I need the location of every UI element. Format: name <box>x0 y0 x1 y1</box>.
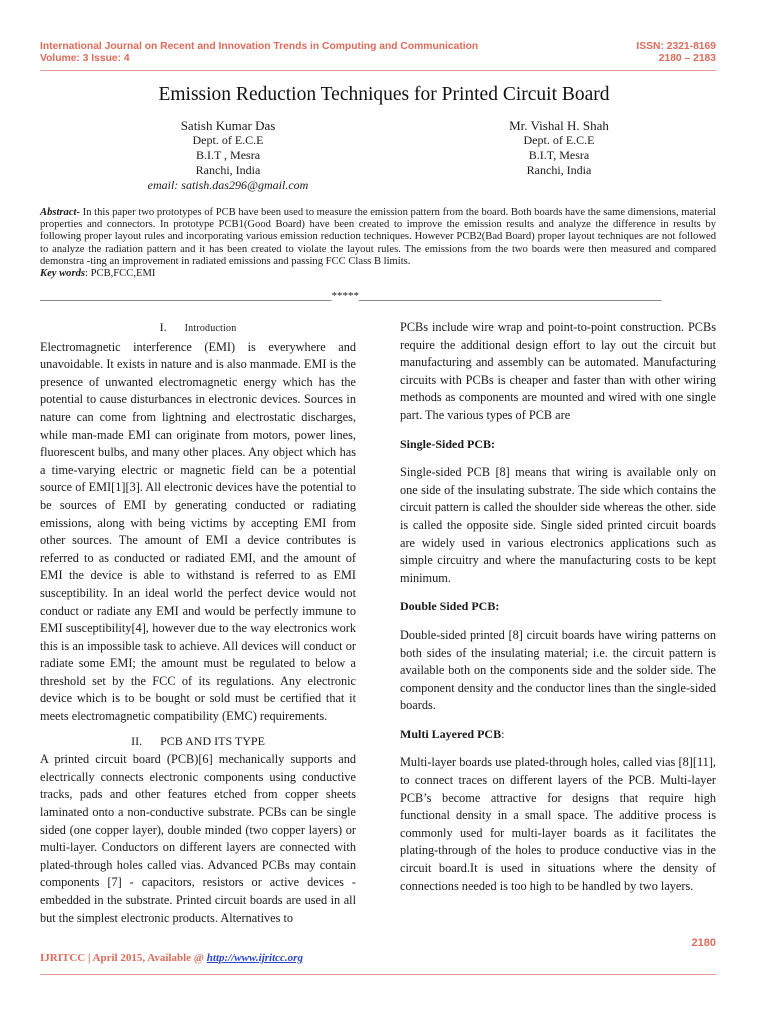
right-column <box>400 319 716 895</box>
section-title: Introduction <box>184 323 237 334</box>
multi-layer-paragraph: Multi-layer boards use plated-through holes, called vias [8][11], to connect traces on different layers of the PCB. Multi-layer PCB’s become attractive for designs that require high functional density in a small space. The additive process is commonly used for multi-layer boards as it facilitates the plating-through of the holes to produce conductive vias in the circuit board.It is used in situations where the density of connections needed is too high to be handled by two layers. <box>400 755 716 893</box>
abstract-label: Abstract- <box>40 207 81 218</box>
page-range: 2180 – 2183 <box>658 53 716 64</box>
issn: ISSN: 2321-8169 <box>636 41 716 52</box>
author-email[interactable]: email: satish.das296@gmail.com <box>147 178 309 192</box>
footer <box>40 952 303 964</box>
volume-issue: Volume: 3 Issue: 4 <box>40 53 130 64</box>
author-block-2 <box>459 118 659 178</box>
footer-divider <box>40 974 716 975</box>
introduction-paragraph: Electromagnetic interference (EMI) is everywhere and unavoidable. It exists in nature and is also manmade. EMI is the presence of unwanted electromagnetic energy which has the potential to cause disturbances in electronic devices. Sources in nature can come from lightning and electrostatic discharges, while man-made EMI can originate from motors, power lines, fluorescent bulbs, and many other places. Any object which has a time-varying electric or magnetic field can be a potential source of EMI[1][3]. All electronic devices have the potential to be sources of EMI by generating conducted or radiating emissions, along with being victims by accepting EMI from other sources. The amount of EMI a device contributes is referred to as conducted or radiated EMI, and the amount of EMI the device is able to withstand is referred to as EMI susceptibility. In an ideal world the perfect device would not conduct or radiate any EMI and would be perfectly immune to EMI susceptibility[4], however due to the way electronics work this is an impossible task to achieve. All devices will conduct or radiate some EMI; the amount must be regulated to below a threshold set by the FCC of its regulations. Any electronic device which is to be bought or sold must be certified that it meets electromagnetic compatibility (EMC) requirements. <box>40 339 356 724</box>
subheading-text: Multi Layered PCB <box>400 726 502 741</box>
paper-title: Emission Reduction Techniques for Printed Circuit Board <box>158 84 610 105</box>
keywords-text: : PCB,FCC,EMI <box>85 268 156 279</box>
left-column <box>40 319 356 927</box>
abstract <box>40 207 716 268</box>
footer-link[interactable]: http://www.ijritcc.org <box>206 952 303 964</box>
section-separator: _____________________________________________________*****_______________________________________________________ <box>40 290 662 302</box>
section-number: II. <box>131 733 143 748</box>
footer-text: IJRITCC | April 2015, Available @ <box>40 952 207 964</box>
journal-name: International Journal on Recent and Innovation Trends in Computing and Communication <box>40 41 479 52</box>
header-left <box>40 41 478 65</box>
page-number: 2180 <box>691 937 716 949</box>
abstract-text: In this paper two prototypes of PCB have been used to measure the emission pattern from the board. Both boards have the same dimensions, material properties and connectors. In prototype PCB1(Good Board) have been created to improve the emission results and analyze the difference in results by following proper layout rules and incorporating various emission reduction techniques. However PCB2(Bad Board) proper layout techniques are not followed to analyze the radiation pattern and it has been created to violate the layout rules. The emissions from the two boards were then measured and compared demonstra -ting an improvement in radiated emissions and passing FCC Class B limits. <box>40 207 716 267</box>
double-sided-paragraph: Double-sided printed [8] circuit boards have wiring patterns on both sides of the insulating material; i.e. the circuit pattern is available both on the components side and the solder side. The component density and the conductor lines than the single-sided boards. <box>400 627 716 713</box>
author-city: Ranchi, India <box>526 163 592 177</box>
keywords-label: Key words <box>40 268 86 279</box>
author-institute: B.I.T , Mesra <box>195 148 261 162</box>
pcb-paragraph: A printed circuit board (PCB)[6] mechanically supports and electrically connects electronic components using conductive tracks, pads and other features etched from copper sheets laminated onto a non-conductive substrate. PCBs can be single sided (one copper layer), double minded (two copper layers) or multi-layer. Conductors on different layers are connected with plated-through holes called vias. Advanced PCBs may contain components [7] - capacitors, resistors or active devices - embedded in the substrate. Printed circuit boards are used in all but the simplest electronic products. Alternatives to <box>40 752 356 925</box>
header-right <box>636 41 716 65</box>
keywords <box>40 268 155 279</box>
single-sided-paragraph: Single-sided PCB [8] means that wiring is available only on one side of the insulating substrate. The side which contains the circuit pattern is called the shoulder side whereas the other. side is called the opposite side. Single sided printed circuit boards are widely used in various electronics applications such as simple circuitry and where the manufacturing costs to be kept minimum. <box>400 465 716 585</box>
author-block-1 <box>128 118 328 193</box>
subheading-double-sided: Double Sided PCB: <box>400 599 500 614</box>
section-heading-introduction <box>40 319 356 338</box>
author-name: Mr. Vishal H. Shah <box>509 118 609 133</box>
section-heading-pcb-types <box>40 733 356 751</box>
pcb-continued-paragraph: PCBs include wire wrap and point-to-point construction. PCBs require the additional design effort to lay out the circuit but manufacturing and assembly can be automated. Manufacturing circuits with PCBs is cheaper and faster than with other wiring methods as components are mounted and wired with one single part. The various types of PCB are <box>400 320 716 422</box>
author-dept: Dept. of E.C.E <box>192 133 264 147</box>
author-name: Satish Kumar Das <box>180 118 276 133</box>
section-title: PCB AND ITS TYPE <box>160 733 265 748</box>
section-number: I. <box>159 320 167 334</box>
author-dept: Dept. of E.C.E <box>523 133 595 147</box>
author-city: Ranchi, India <box>195 163 261 177</box>
subheading-single-sided: Single-Sided PCB: <box>400 436 496 451</box>
header-divider <box>40 70 716 71</box>
subheading-colon: : <box>501 726 505 741</box>
author-institute: B.I.T, Mesra <box>528 148 590 162</box>
subheading-multi-layered <box>400 726 716 744</box>
